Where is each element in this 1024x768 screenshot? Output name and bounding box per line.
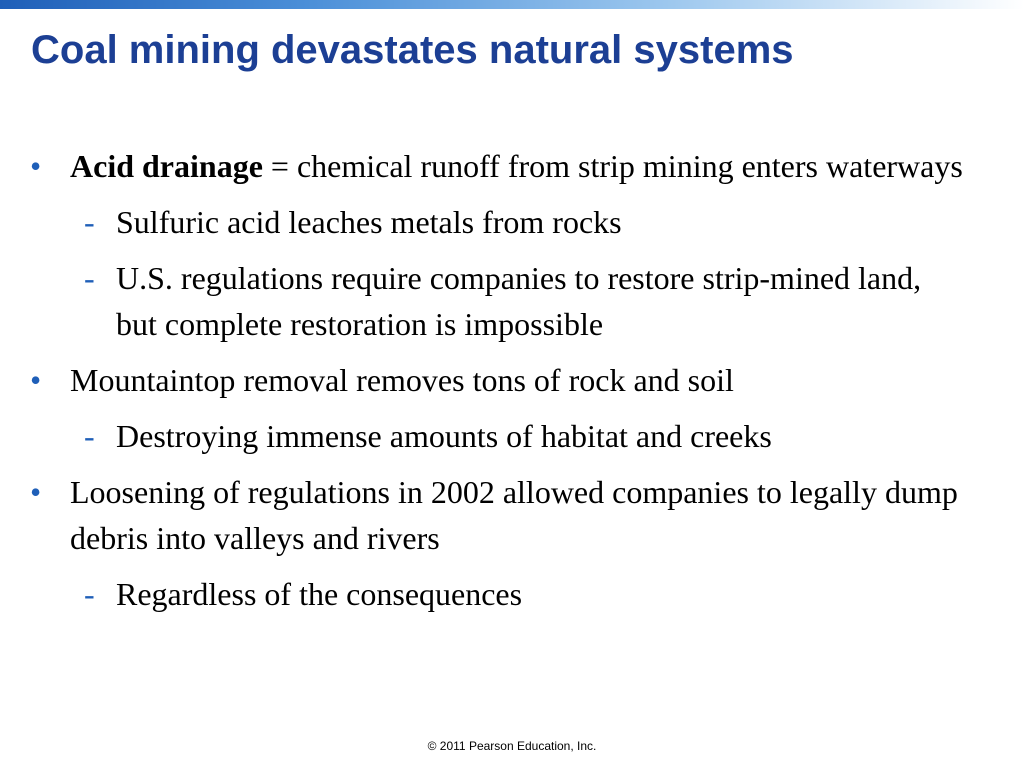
bullet-mountaintop-removal (0, 357, 970, 403)
sub-bullet-sulfuric-acid (0, 199, 946, 245)
sub-bullet-text: Regardless of the consequences (116, 576, 523, 612)
sub-bullet-consequences (0, 571, 946, 617)
sub-bullet-text: U.S. regulations require companies to restore strip-mined land, but complete restoration is impossible (116, 260, 922, 342)
slide-title: Coal mining devastates natural systems (31, 28, 794, 72)
dash-marker: - (84, 576, 95, 612)
dash-marker: - (84, 418, 95, 454)
sub-bullet-regulations (0, 255, 946, 347)
bullet-marker: • (30, 148, 42, 184)
sub-bullet-text: Destroying immense amounts of habitat and creeks (116, 418, 772, 454)
copyright-footer: © 2011 Pearson Education, Inc. (427, 739, 597, 753)
bullet-marker: • (30, 362, 42, 398)
bullet-text: = chemical runoff from strip mining enters waterways (262, 148, 963, 184)
top-gradient-bar (0, 0, 1024, 9)
bullet-loosening-regulations (0, 469, 970, 561)
bullet-term: Acid drainage (70, 148, 263, 184)
bullet-text: Mountaintop removal removes tons of rock and soil (70, 362, 734, 398)
bullet-acid-drainage (0, 143, 970, 189)
bullet-text: Loosening of regulations in 2002 allowed companies to legally dump debris into valleys and rivers (70, 474, 958, 556)
bullet-marker: • (30, 474, 42, 510)
dash-marker: - (84, 260, 95, 296)
sub-bullet-text: Sulfuric acid leaches metals from rocks (116, 204, 622, 240)
bullet-list (0, 143, 1024, 617)
dash-marker: - (84, 204, 95, 240)
sub-bullet-habitat (0, 413, 946, 459)
